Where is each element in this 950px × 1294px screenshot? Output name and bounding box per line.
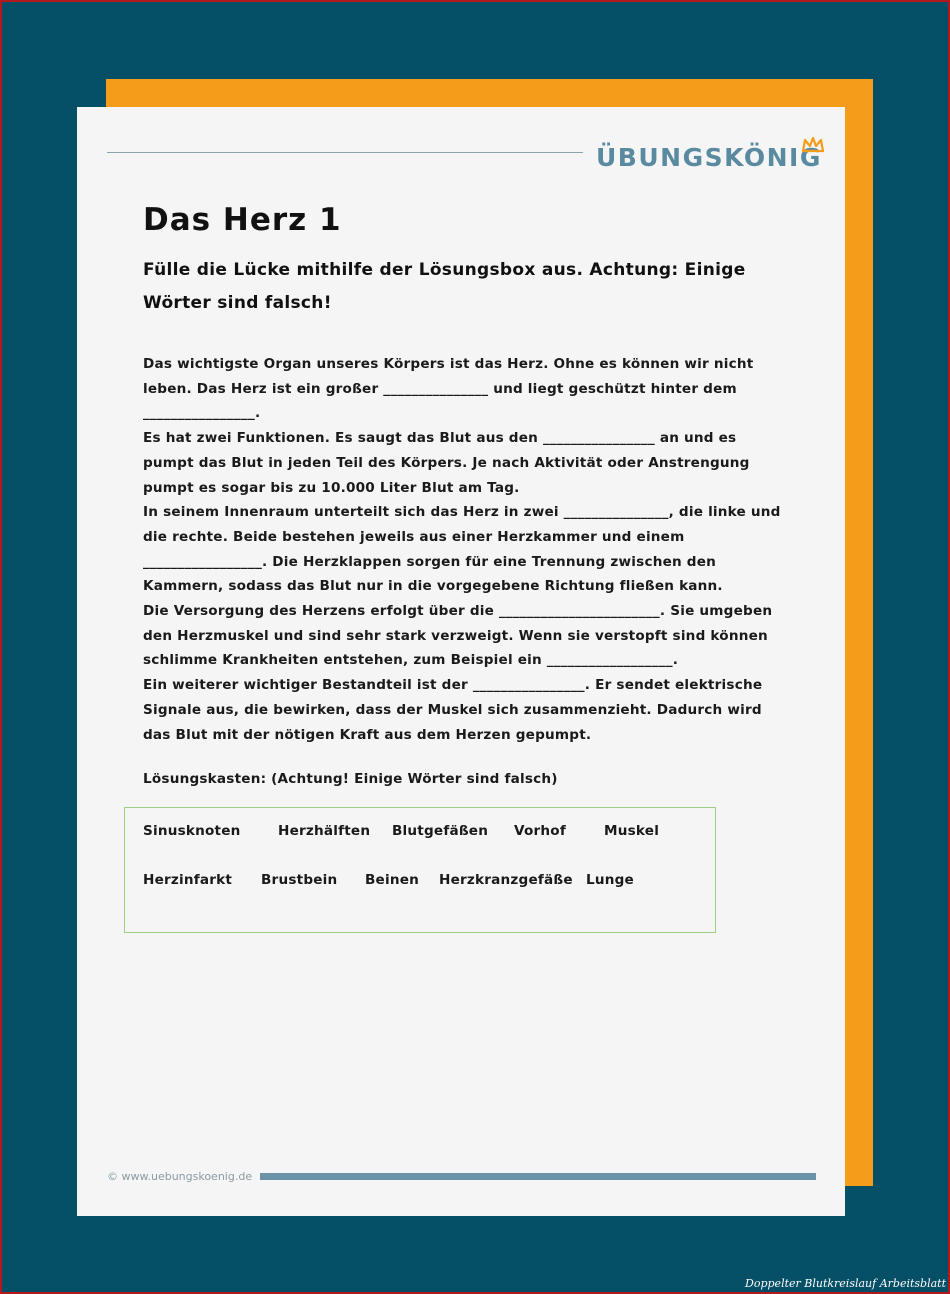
paragraph: Das wichtigste Organ unseres Körpers ist das Herz. Ohne es können wir nicht leben. Das Herz ist ein großer _______________ und liegt geschützt hinter dem ________________. [143,356,754,422]
solution-word: Vorhof [514,823,566,839]
solution-word: Lunge [586,872,634,888]
crown-icon [802,137,824,153]
solution-box-heading: Lösungskasten: (Achtung! Einige Wörter sind falsch) [143,771,558,787]
brand-logo: ÜBUNGSKÖNIG [596,143,822,172]
paragraph: Ein weiterer wichtiger Bestandteil ist der ________________. Er sendet elektrische Signale aus, die bewirken, dass der Muskel sich zusammenzieht. Dadurch wird das Blut mit der nötigen Kraft aus dem Herzen gepumpt. [143,677,763,743]
image-caption: Doppelter Blutkreislauf Arbeitsblatt [745,1277,946,1290]
paragraph: Die Versorgung des Herzens erfolgt über die _______________________. Sie umgeben den Herzmuskel und sind sehr stark verzweigt. Wenn sie verstopft sind können schlimme Krankheiten entstehen, zum Beispiel ein __________________. [143,603,773,669]
solution-word: Sinusknoten [143,823,241,839]
header-rule [107,152,583,153]
solution-word: Muskel [604,823,660,839]
solution-box [124,807,716,933]
solution-word: Blutgefäßen [392,823,489,839]
footer-url: © www.uebungskoenig.de [107,1170,253,1183]
cloze-text [143,352,783,747]
solution-word: Herzhälften [278,823,371,839]
worksheet-instruction: Fülle die Lücke mithilfe der Lösungsbox aus. Achtung: Einige Wörter sind falsch! [143,260,746,313]
solution-word: Brustbein [261,872,338,888]
solution-word: Beinen [365,872,420,888]
paragraph: Es hat zwei Funktionen. Es saugt das Blut aus den ________________ an und es pumpt das Blut in jeden Teil des Körpers. Je nach Aktivität oder Anstrengung pumpt es sogar bis zu 10.000 Liter Blut am Tag. [143,430,750,496]
worksheet-page [77,107,845,1216]
solution-word: Herzkranzgefäße [439,872,573,888]
worksheet-title: Das Herz 1 [143,202,342,238]
solution-word: Herzinfarkt [143,872,233,888]
footer-bar [260,1173,816,1180]
paragraph: In seinem Innenraum unterteilt sich das Herz in zwei _______________, die linke und die rechte. Beide bestehen jeweils aus einer Herzkammer und einem _________________. Die Herzklappen sorgen für eine Trennung zwischen den Kammern, sodass das Blut nur in die vorgegebene Richtung fließen kann. [143,504,781,595]
